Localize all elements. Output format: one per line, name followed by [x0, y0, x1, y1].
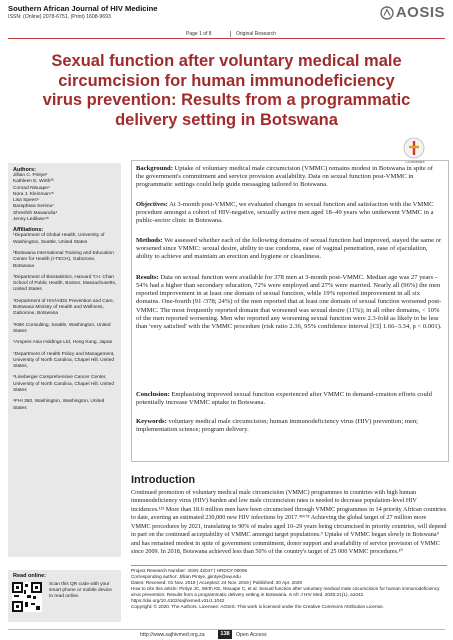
author-name[interactable]: Shreshth Mawandia⁴	[13, 210, 58, 216]
affiliation-item: ²Botswana International Training and Education Center for Health (I-TECH), Gaborone, Botswana	[13, 250, 114, 269]
affiliation-item: ³Department of Biostatistics, Harvard T.H. Chan School of Public Health, Boston, Massachusetts, United States	[13, 274, 117, 293]
affiliation-item: ⁶Ampers Asia Holdings Ltd, Hong Kong, Japan	[13, 340, 113, 346]
affiliations-heading: Affiliations:	[13, 227, 44, 234]
publisher-logo[interactable]	[380, 4, 445, 21]
author-name[interactable]: Lisa Spees⁶	[13, 198, 39, 204]
introduction-text: Continued promotion of voluntary medical male circumcision (VMMC) programmes in countries with high human immunodeficiency virus (HIV) burden and low male circumcision rates is needed to decrease population-level HIV incidences.¹²³ More than 18.6 million men have been circumcised through VMMC programmes in 14 priority African countries to date, averting an estimated 230,000 new HIV infections by 2017.⁴⁵⁶⁷⁸ Achieving the global target of 27 million more VMMC procedures by 2021, translating to 90% of males aged 10–29 years being circumcised in priority countries, will depend in part on the continued acceptability of VMMC amongst target populations.⁹ Uptake of VMMC began slowly in Botswana⁹ and has remained modest in spite of government commitment, donor support and availability of service provision of VMMC since 2009. In 2018, Botswana achieved less than 50% of the country's target of 25 000 VMMC procedures.¹⁰	[131, 489, 447, 556]
corresponding-author[interactable]: Corresponding author: Jillian Pintye, jpintye@uw.edu	[131, 574, 241, 579]
crossmark-icon[interactable]	[403, 137, 425, 159]
affiliation-item: ⁹FHI 360, Washington, Washington, United States	[13, 399, 105, 411]
qr-code-icon[interactable]	[12, 582, 42, 612]
abstract-objectives: Objectives: At 3-month post-VMMC, we evaluated changes in sexual function and satisfaction with the VMMC procedure amongst a cohort of HIV-negative, sexually active men aged 18–49 years who underwent VMMC in a public-sector clinic in Botswana.	[136, 201, 434, 225]
affiliation-item: ⁷Department of Health Policy and Management, University of North Carolina, Chapel Hill, United States,	[13, 351, 115, 370]
footer-divider	[131, 565, 447, 566]
author-list	[13, 173, 117, 223]
affiliation-item: ⁸Lineberger Comprehensive Cancer Center, University of North Carolina, Chapel Hill, United States	[13, 375, 115, 394]
abstract-box	[131, 160, 449, 462]
open-access-label: Open Access	[236, 632, 267, 638]
author-name[interactable]: Jenny Ledikwe⁴⁸	[13, 217, 49, 223]
affiliation-list	[13, 233, 117, 412]
abstract-results: Results: Data on sexual function were available for 378 men at 3-month post-VMMC. Median age was 27 years – 54% had a higher than secondary education, 72% were employed and 27% were married. Nearly all (96%) the men reported improvement in at least one domain of sexual function, while 19% reported improvement in all six domains. One-fourth (91 /378; 24%) of the men reported that at least one domain of sexual function worsened post-VMMC. The most frequently reported domain that worsened was sexual desire (11%); in all other domains, < 10% of the men reported worsening. Men who reported any worsening sexual function were 2.3-fold as likely to be less than 'very satisfied' with the VMMC procedure (risk ratio 2.36, 95% confidence interval [CI] 1.66–3.34, p < 0.001).	[136, 274, 442, 330]
journal-url-link[interactable]: http://www.sajhivmed.org.za	[140, 632, 205, 638]
page-number: 138	[218, 630, 232, 639]
abstract-conclusion: Conclusion: Emphasising improved sexual function experienced after VMMC in demand-creation efforts could potentially increase VMMC uptake in Botswana.	[136, 391, 432, 407]
page-indicator: Page 1 of 8	[186, 31, 212, 37]
page-header-bar	[0, 29, 453, 39]
author-sidebar	[8, 163, 121, 557]
author-name[interactable]: Nora J. Kleinman⁴⁵	[13, 191, 54, 197]
abstract-methods: Methods: We assessed whether each of the following domains of sexual function had improved, stayed the same or worsened since VMMC: sexual desire, ability to use condoms, ease of vaginal penetration, ease of ejaculation, ability to achieve and maintain an erection and hygiene or cleanliness.	[136, 237, 442, 261]
affiliation-item: ¹Department of Global Health, University of Washington, Seattle, United States	[13, 233, 105, 245]
copyright: Copyright: © 2020. The Authors. Licensee: AOSIS. This work is licensed under the Creative Commons Attribution License.	[131, 604, 384, 609]
issn: ISSN: (Online) 2078-6751, (Print) 1608-9693	[8, 14, 111, 20]
affiliation-item: ⁴Department of HIV/AIDS Prevention and Care, Botswana Ministry of Health and Wellness, Gaborone, Botswana	[13, 298, 114, 317]
author-name[interactable]: Baraphiwa Serima⁷	[13, 204, 54, 210]
affiliation-item: ⁵KBK Consulting, Seattle, Washington, United States	[13, 322, 111, 334]
abstract-keywords: Keywords: voluntary medical male circumcision; human immunodeficiency virus (HIV) prevention; men; implementation science; program delivery.	[136, 418, 419, 434]
author-name[interactable]: Jillian C. Pintye¹	[13, 173, 48, 178]
how-to-cite: How to cite this article: Pintye JC, Wirth KE, Ntsuape C, et al. Sexual function after voluntary medical male circumcision for human immunodeficiency virus prevention: Results from a programmatic delivery setting in Botswana. S Afr J HIV Med. 2020;21(1), a1042. https://doi.org/10.4102/sajhivmed.v21i1.1042	[131, 586, 440, 603]
publisher-name: AOSIS	[395, 4, 445, 21]
article-type: Original Research	[236, 31, 277, 37]
journal-title: Southern African Journal of HIV Medicine	[8, 4, 158, 13]
aosis-logo-icon	[380, 6, 394, 20]
project-research-number: Project Research Number: ISSN 42047 | HRDC# 00006	[131, 568, 248, 573]
abstract-background: Background: Uptake of voluntary medical male circumcision (VMMC) remains modest in Botswana in spite of the government's commitment and service provision availability. Data on sexual function post-VMMC in programmatic settings could help guide messaging tailored to Botswana.	[136, 165, 433, 189]
introduction-heading: Introduction	[131, 474, 196, 486]
author-name[interactable]: Kathleen E. Wirth²³	[13, 179, 54, 185]
read-online-heading: Read online:	[13, 573, 47, 579]
authors-heading: Authors:	[13, 167, 36, 173]
author-name[interactable]: Conrad Ntsuape⁴	[13, 185, 50, 191]
crossmark-label: CrossMark	[405, 159, 425, 164]
header-separator	[230, 31, 231, 37]
article-title: Sexual function after voluntary medical male circumcision for human immunodeficiency virus prevention: Results from a programmatic delivery setting in Botswana	[42, 52, 411, 129]
read-online-text: Scan this QR code with your smart phone or mobile device to read online.	[49, 582, 112, 599]
article-metadata	[131, 568, 447, 610]
article-dates: Dates: Received: 01 Nov. 2019 | Accepted: 24 Nov. 2019 | Published: 20 Apr. 2020	[131, 580, 303, 585]
